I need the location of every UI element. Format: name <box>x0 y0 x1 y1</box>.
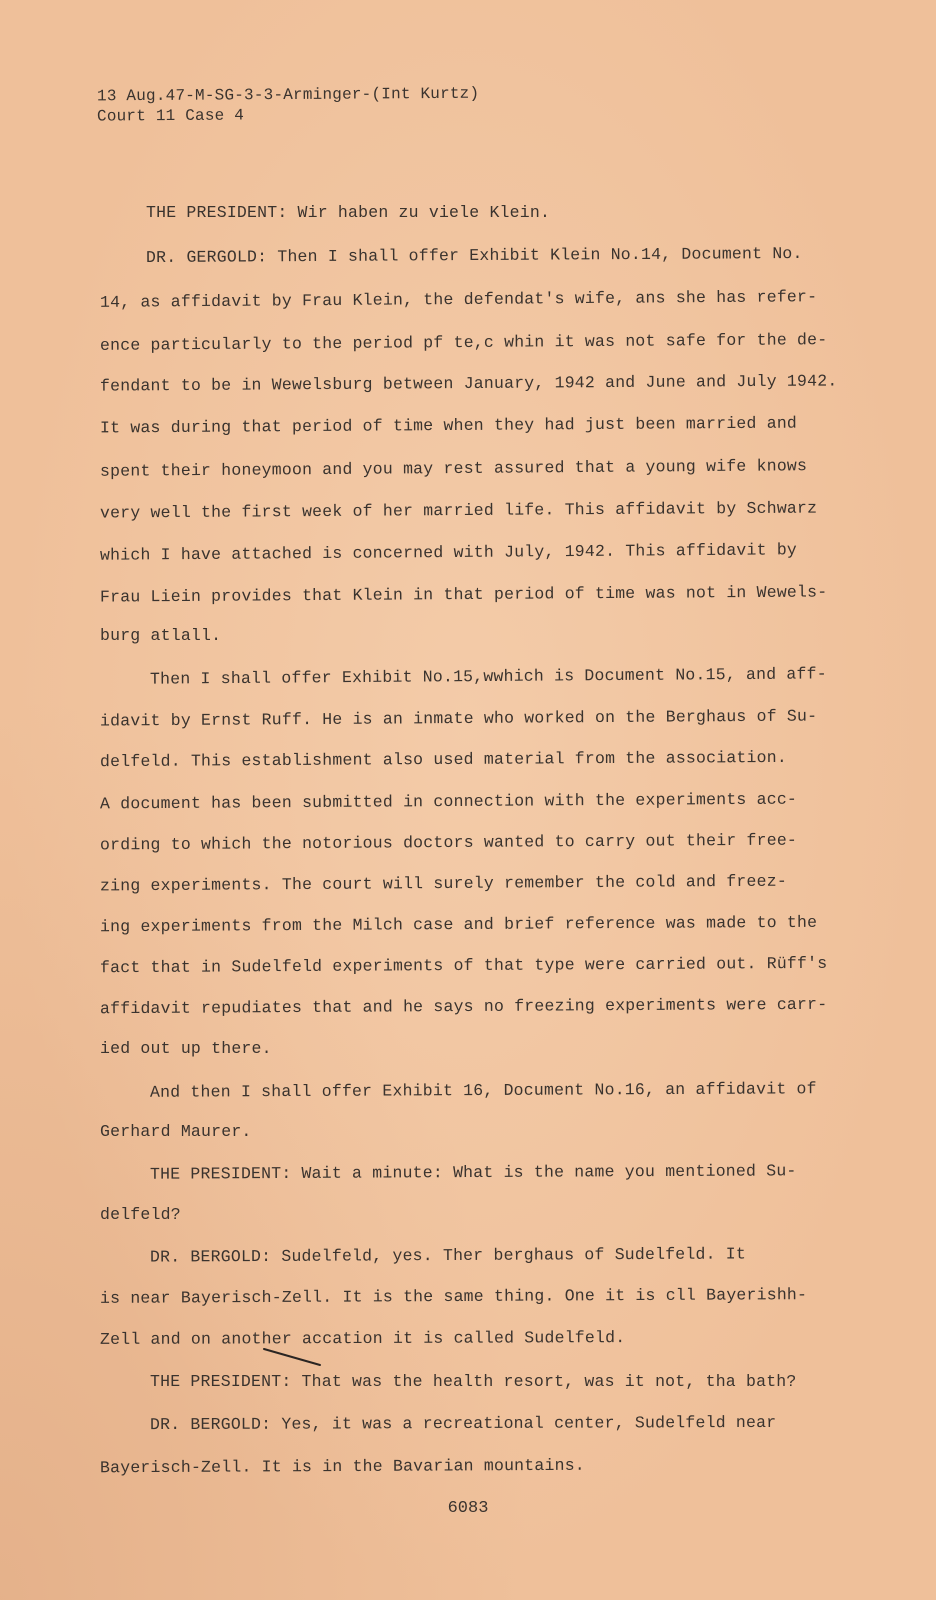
transcript-line-29: THE PRESIDENT: That was the health resort, was it not, tha bath? <box>150 1372 797 1391</box>
transcript-line-27: is near Bayerisch-Zell. It is the same thing. One it is cll Bayerishh- <box>99 1285 808 1308</box>
transcript-line-31: Bayerisch-Zell. It is in the Bavarian mountains. <box>99 1455 585 1478</box>
transcript-line-15: A document has been submitted in connection with the experiments acc- <box>99 789 798 814</box>
transcript-line-11: burg atlall. <box>100 626 222 645</box>
transcript-line-7: spent their honeymoon and you may rest assured that a young wife knows <box>99 456 808 481</box>
transcript-line-26: DR. BERGOLD: Sudelfeld, yes. Ther berghaus of Sudelfeld. It <box>149 1244 747 1267</box>
transcript-line-1: THE PRESIDENT: Wir haben zu viele Klein. <box>146 203 551 222</box>
pen-mark-icon <box>262 1345 326 1369</box>
transcript-line-12: Then I shall offer Exhibit No.15,wwhich is Document No.15, and aff- <box>149 664 827 689</box>
transcript-line-19: fact that in Sudelfeld experiments of that type were carried out. Rüff's <box>99 953 828 978</box>
transcript-line-20: affidavit repudiates that and he says no freezing experiments were carr- <box>99 994 828 1019</box>
transcript-line-21: ied out up there. <box>100 1039 272 1058</box>
transcript-line-5: fendant to be in Wewelsburg between January, 1942 and June and July 1942. <box>99 371 838 396</box>
header-reference: 13 Aug.47-M-SG-3-3-Arminger-(Int Kurtz) <box>96 84 480 106</box>
transcript-line-16: ording to which the notorious doctors wanted to carry out their free- <box>99 830 798 855</box>
transcript-line-25: delfeld? <box>100 1205 181 1224</box>
transcript-line-30: DR. BERGOLD: Yes, it was a recreational center, Sudelfeld near <box>149 1412 777 1435</box>
transcript-line-13: idavit by Ernst Ruff. He is an inmate who worked on the Berghaus of Su- <box>99 706 818 731</box>
transcript-line-24: THE PRESIDENT: Wait a minute: What is the name you mentioned Su- <box>149 1161 797 1184</box>
transcript-line-6: It was during that period of time when they had just been married and <box>99 413 798 438</box>
transcript-line-10: Frau Liein provides that Klein in that period of time was not in Wewels- <box>99 582 828 607</box>
transcript-line-9: which I have attached is concerned with July, 1942. This affidavit by <box>99 540 798 565</box>
header-court: Court 11 Case 4 <box>96 106 245 126</box>
transcript-line-8: very well the first week of her married life. This affidavit by Schwarz <box>99 498 818 523</box>
transcript-line-18: ing experiments from the Milch case and brief reference was made to the <box>99 912 818 937</box>
transcript-line-4: ence particularly to the period pf te,c whin it was not safe for the de- <box>99 330 828 355</box>
transcript-line-3: 14, as affidavit by Frau Klein, the defendat's wife, ans she has refer- <box>99 287 818 312</box>
transcript-line-22: And then I shall offer Exhibit 16, Document No.16, an affidavit of <box>149 1079 817 1102</box>
page-number: 6083 <box>447 1499 489 1518</box>
transcript-line-14: delfeld. This establishment also used material from the association. <box>99 747 787 772</box>
transcript-line-28: Zell and on another accation it is called Sudelfeld. <box>99 1328 626 1349</box>
transcript-line-2: DR. GERGOLD: Then I shall offer Exhibit Klein No.14, Document No. <box>145 243 803 268</box>
transcript-line-23: Gerhard Maurer. <box>100 1122 252 1141</box>
transcript-line-17: zing experiments. The court will surely remember the cold and freez- <box>99 871 787 896</box>
